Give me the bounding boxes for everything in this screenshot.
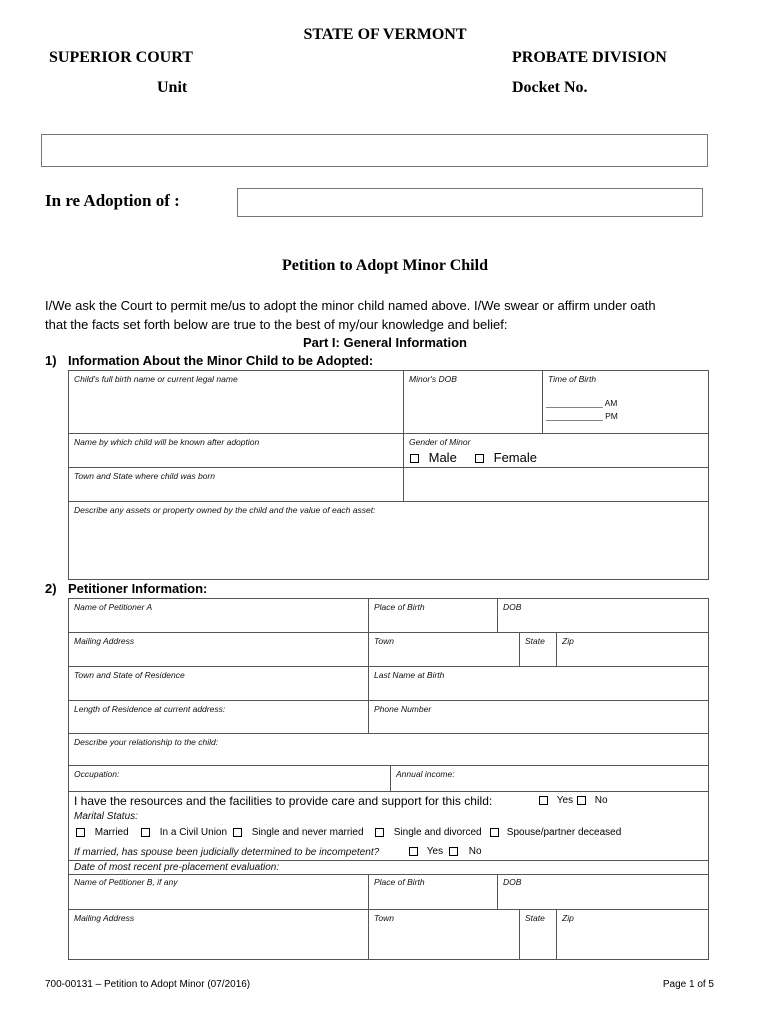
checkbox-icon[interactable]	[76, 828, 85, 837]
divider	[68, 632, 709, 633]
divider	[368, 874, 369, 960]
am-field[interactable]: ____________ AM	[546, 398, 618, 408]
state-label: State	[525, 636, 545, 646]
zip-label: Zip	[562, 636, 574, 646]
checkbox-icon[interactable]	[375, 828, 384, 837]
section-1-title: Information About the Minor Child to be Adopted:	[68, 353, 374, 368]
incompetent-yes-option[interactable]	[409, 846, 443, 857]
income-label: Annual income:	[396, 769, 455, 779]
checkbox-icon[interactable]	[141, 828, 150, 837]
in-re-label: In re Adoption of :	[45, 191, 180, 210]
residence-label: Town and State of Residence	[74, 670, 185, 680]
intro-line-2: that the facts set forth below are true to the best of my/our knowledge and belief:	[45, 317, 508, 332]
divider	[556, 909, 557, 960]
checkbox-icon[interactable]	[233, 828, 242, 837]
part-heading: Part I: General Information	[303, 335, 467, 350]
resources-no-option[interactable]	[577, 795, 608, 806]
divider	[519, 909, 520, 960]
divider	[68, 733, 709, 734]
spouse-deceased-label: Spouse/partner deceased	[506, 827, 622, 838]
divider	[390, 765, 391, 791]
resources-yes-option[interactable]	[539, 795, 573, 806]
dob-label: DOB	[503, 602, 522, 612]
place-of-birth-label: Place of Birth	[374, 602, 425, 612]
last-name-label: Last Name at Birth	[374, 670, 445, 680]
single-never-option[interactable]	[233, 827, 364, 838]
divider	[68, 666, 709, 667]
divider	[68, 700, 709, 701]
gender-label: Gender of Minor	[409, 437, 471, 447]
zip-b-label: Zip	[562, 913, 574, 923]
divider	[68, 467, 709, 468]
divider	[497, 874, 498, 909]
divider	[68, 874, 709, 875]
state-heading: STATE OF VERMONT	[303, 26, 467, 43]
single-divorced-label: Single and divorced	[393, 827, 482, 838]
division-heading: PROBATE DIVISION	[512, 49, 667, 66]
divider	[68, 909, 709, 910]
form-number: 700-00131 – Petition to Adopt Minor (07/2016)	[45, 979, 251, 990]
known-name-label: Name by which child will be known after adoption	[74, 437, 260, 447]
checkbox-icon[interactable]	[475, 454, 484, 463]
birthplace-label: Town and State where child was born	[74, 471, 215, 481]
mailing-address-b-label: Mailing Address	[74, 913, 135, 923]
unit-label: Unit	[157, 79, 188, 96]
divider	[497, 598, 498, 632]
adoptee-name-field[interactable]	[237, 188, 703, 217]
gender-female-option[interactable]	[475, 450, 537, 465]
page-number: Page 1 of 5	[662, 979, 714, 990]
resources-statement: I have the resources and the facilities to provide care and support for this child:	[74, 794, 493, 808]
checkbox-icon[interactable]	[577, 796, 586, 805]
town-b-label: Town	[374, 913, 395, 923]
incompetent-no-option[interactable]	[449, 846, 482, 857]
divider	[68, 765, 709, 766]
section-1-number: 1)	[45, 353, 57, 368]
relationship-label: Describe your relationship to the child:	[74, 737, 219, 747]
place-of-birth-b-label: Place of Birth	[374, 877, 425, 887]
checkbox-icon[interactable]	[409, 847, 418, 856]
checkbox-icon[interactable]	[490, 828, 499, 837]
divider	[68, 501, 709, 502]
petitioner-table	[68, 598, 709, 960]
no-label: No	[594, 795, 608, 806]
length-of-residence-label: Length of Residence at current address:	[74, 704, 226, 714]
town-label: Town	[374, 636, 395, 646]
minor-dob-label: Minor's DOB	[409, 374, 457, 384]
occupation-label: Occupation:	[74, 769, 120, 779]
yes-label: Yes	[426, 846, 444, 857]
married-option[interactable]	[76, 827, 129, 838]
section-2-number: 2)	[45, 581, 57, 596]
incompetent-question: If married, has spouse been judicially determined to be incompetent?	[74, 847, 380, 858]
case-caption-field[interactable]	[41, 134, 708, 167]
state-b-label: State	[525, 913, 545, 923]
checkbox-icon[interactable]	[410, 454, 419, 463]
court-heading: SUPERIOR COURT	[49, 49, 193, 66]
checkbox-icon[interactable]	[449, 847, 458, 856]
pm-field[interactable]: ____________ PM	[546, 411, 618, 421]
petitioner-a-name-label: Name of Petitioner A	[74, 602, 153, 612]
gender-male-option[interactable]	[410, 450, 457, 465]
docket-label: Docket No.	[512, 79, 588, 96]
divider	[68, 860, 709, 861]
dob-b-label: DOB	[503, 877, 522, 887]
civil-union-option[interactable]	[141, 827, 227, 838]
civil-union-label: In a Civil Union	[159, 827, 228, 838]
no-label: No	[468, 846, 482, 857]
checkbox-icon[interactable]	[539, 796, 548, 805]
phone-label: Phone Number	[374, 704, 432, 714]
single-divorced-option[interactable]	[375, 827, 482, 838]
divider	[519, 632, 520, 666]
divider	[68, 791, 709, 792]
placement-evaluation-label: Date of most recent pre-placement evaluation:	[74, 862, 280, 873]
intro-line-1: I/We ask the Court to permit me/us to adopt the minor child named above. I/We swear or affirm under oath	[45, 298, 656, 313]
divider	[542, 370, 543, 433]
divider	[68, 433, 709, 434]
divider	[403, 370, 404, 501]
yes-label: Yes	[556, 795, 574, 806]
mailing-address-label: Mailing Address	[74, 636, 135, 646]
spouse-deceased-option[interactable]	[490, 827, 621, 838]
page-title: Petition to Adopt Minor Child	[282, 257, 488, 274]
marital-status-label: Marital Status:	[74, 811, 138, 822]
divider	[368, 598, 369, 733]
male-label: Male	[428, 450, 457, 465]
assets-label: Describe any assets or property owned by the child and the value of each asset:	[74, 505, 376, 515]
petitioner-b-name-label: Name of Petitioner B, if any	[74, 877, 178, 887]
time-of-birth-label: Time of Birth	[548, 374, 597, 384]
section-2-title: Petitioner Information:	[68, 581, 208, 596]
single-never-label: Single and never married	[251, 827, 364, 838]
female-label: Female	[493, 450, 537, 465]
married-label: Married	[94, 827, 129, 838]
child-name-label: Child's full birth name or current legal name	[74, 374, 238, 384]
divider	[556, 632, 557, 666]
